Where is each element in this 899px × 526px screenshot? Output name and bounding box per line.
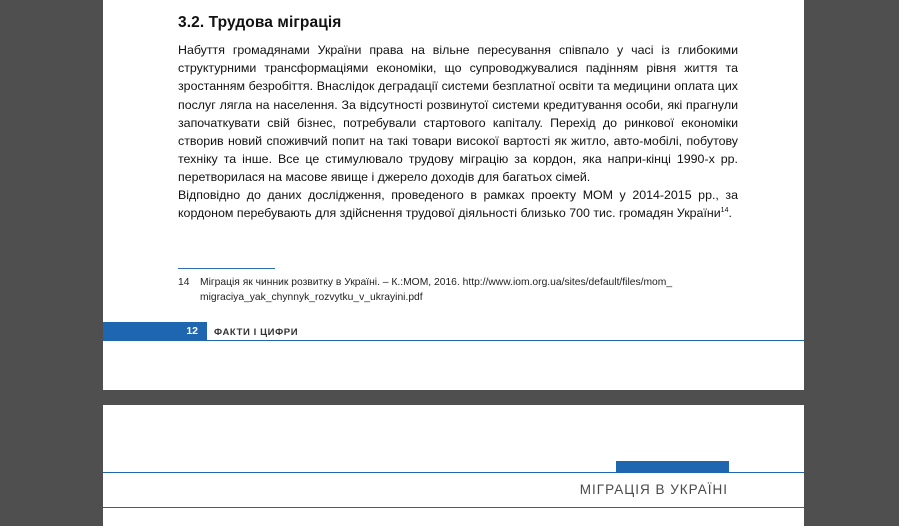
section-title: 3.2. Трудова міграція [178,14,342,31]
paragraph-2-end: . [728,206,732,221]
footer-divider [103,340,804,341]
document-page-12 [103,0,804,390]
header-section-title: МІГРАЦІЯ В УКРАЇНІ [579,482,728,497]
header-bottom-divider [103,507,804,508]
footnote-separator [178,268,275,269]
footnote-reference[interactable]: 14 [720,207,729,215]
document-page-13 [103,405,804,526]
paragraph-2 [178,186,738,222]
paragraph-1: Набуття громадянами України права на вільне пересування співпало у часі із глибокими структурними трансформаціями економіки, що супроводжувалися падінням рівня життя та зростанням безробіття. Внаслідок деградації системи безплатної освіти та медицини оплата цих послуг лягла на населення. За відсутності розвинутої системи кредитування особи, які прагнули започаткувати свій бізнес, потребували стартового капіталу. Перехід до ринкової економіки створив новий споживчий попит на такі товари високої вартості як житло, авто-мобілі, побутову техніку та інше. Все це стимулювало трудову міграцію за кордон, яка напри-кінці 1990-х рр. перетворилася на масове явище і джерело доходів для багатьох сімей. [178,43,738,185]
header-divider [103,472,804,473]
footer-section-label: ФАКТИ І ЦИФРИ [214,327,299,338]
page-number-badge: 12 [103,322,207,341]
paragraph-2-text: Відповідно до даних дослідження, проведеного в рамках проекту МОМ у 2014-2015 рр., за кордоном перебувають для здійснення трудової діяльності близько 700 тис. громадян України [178,188,738,221]
footnote-number: 14 [178,277,190,288]
footnote-text: Міграція як чинник розвитку в Україні. – К.:МОМ, 2016. http://www.iom.org.ua/sites/default/files/mom_ migraciya_yak_chynnyk_rozvytku_v_ukrayini.pdf [200,277,673,303]
footnote [178,276,738,305]
